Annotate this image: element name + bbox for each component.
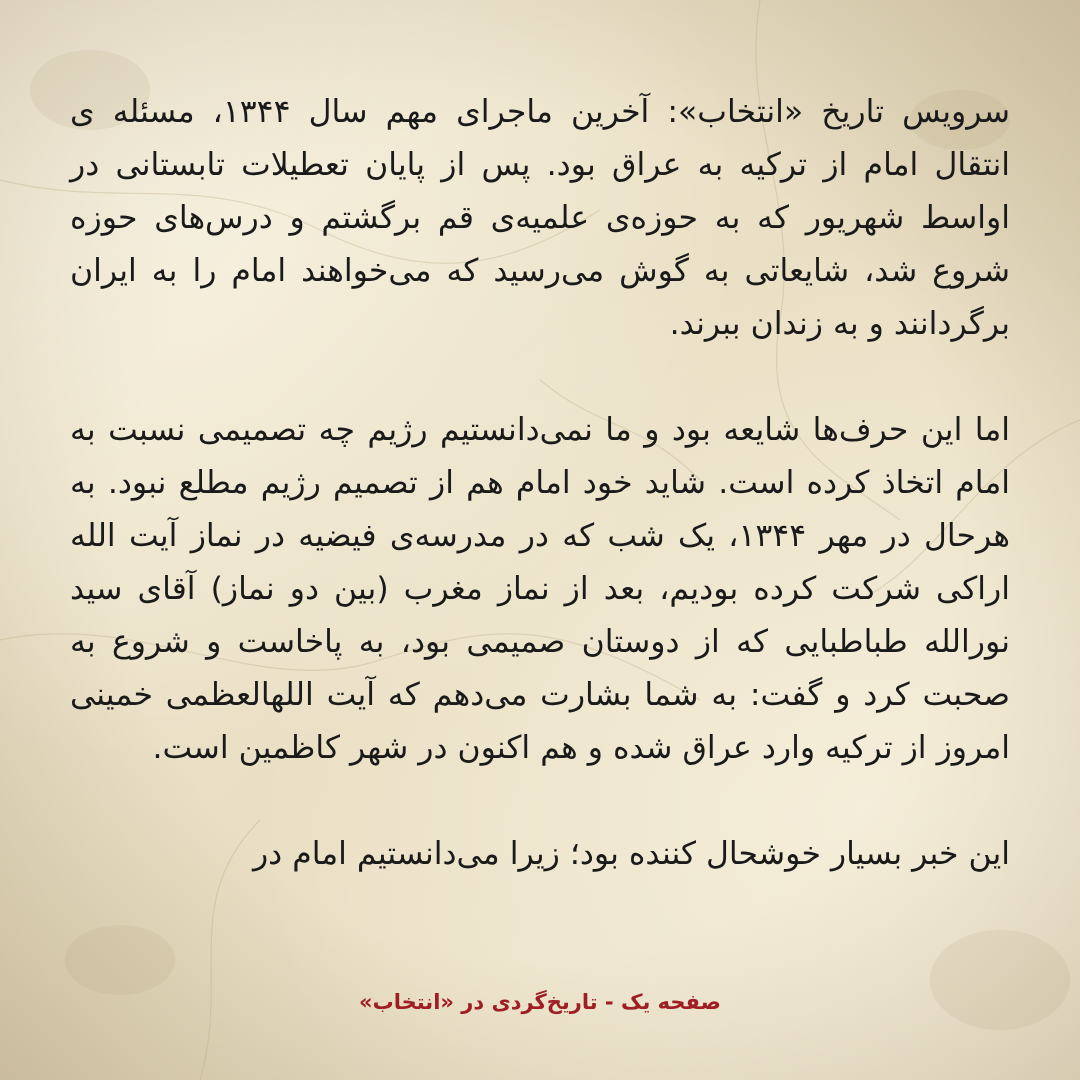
article-paragraph: سرویس تاریخ «انتخاب»: آخرین ماجرای مهم سال ۱۳۴۴، مسئله ی انتقال امام از ترکیه به عراق بود. پس از پایان تعطیلات تابستانی در اواسط شهریور که به حوزه‌ی علمیه‌ی قم برگشتم و درس‌های حوزه شروع شد، شایعاتی به گوش می‌رسید که می‌خواهند امام را به ایران برگردانند و به زندان ببرند. [70, 94, 1010, 342]
article-paragraph: اما این حرف‌ها شایعه بود و ما نمی‌دانستیم رژیم چه تصمیمی نسبت به امام اتخاذ کرده است. شاید خود امام هم از تصمیم رژیم مطلع نبود. به هرحال در مهر ۱۳۴۴، یک شب که در مدرسه‌ی فیضیه در نماز آیت الله اراکی شرکت کرده بودیم، بعد از نماز مغرب (بین دو نماز) آقای سید نورالله طباطبایی که از دوستان صمیمی بود، به پاخاست و شروع به صحبت کرد و گفت: به شما بشارت می‌دهم که آیت اللهالعظمی خمینی امروز از ترکیه وارد عراق شده و هم اکنون در شهر کاظمین است. [70, 412, 1010, 766]
article-body [70, 86, 1010, 986]
article-paragraph: این خبر بسیار خوشحال کننده بود؛ زیرا می‌دانستیم امام در [252, 836, 1010, 872]
page-footer-caption: صفحه یک - تاریخ‌گردی در «انتخاب» [359, 990, 721, 1014]
